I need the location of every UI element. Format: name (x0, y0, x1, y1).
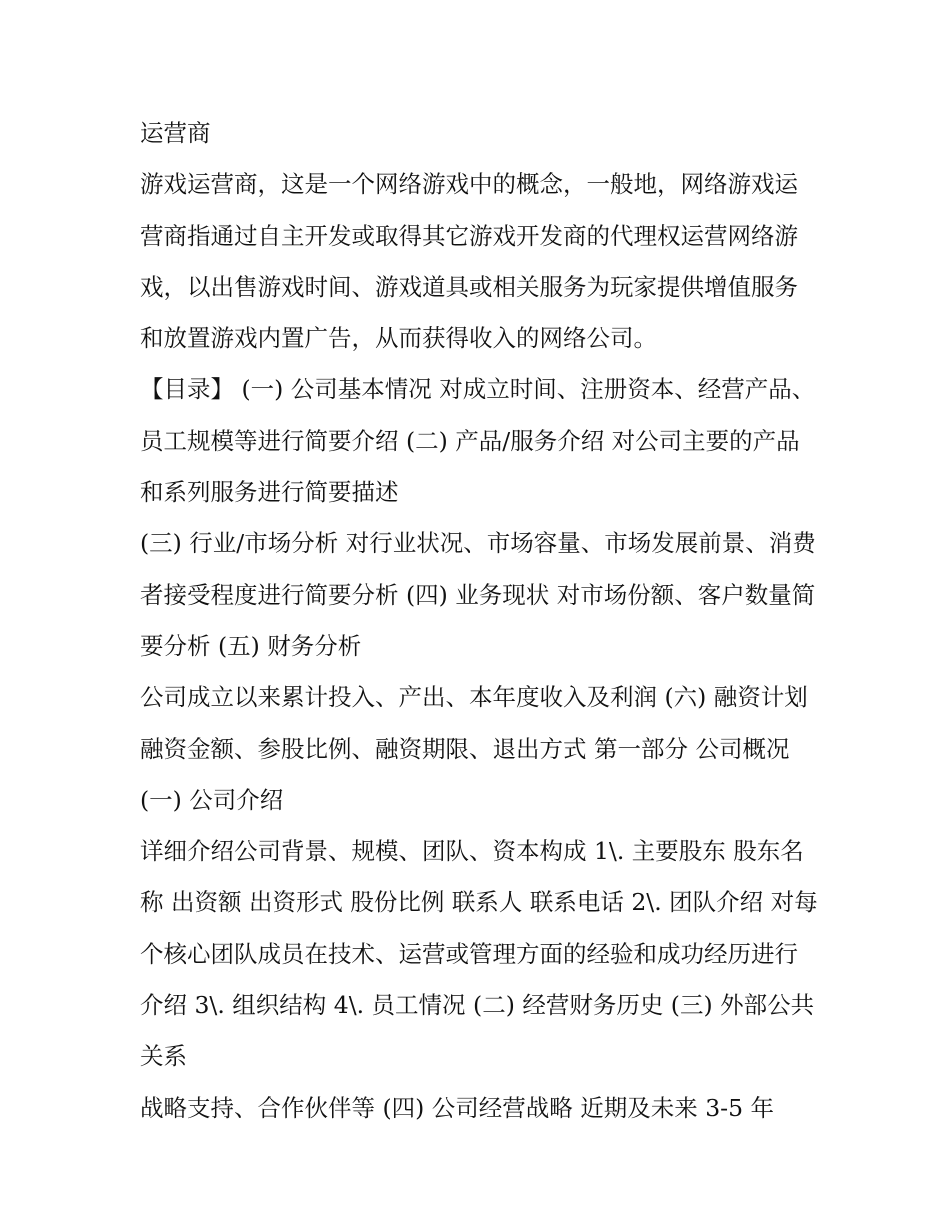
heading-operator: 运营商 (140, 119, 211, 147)
paragraph-contents-2: (三) 行业/市场分析 对行业状况、市场容量、市场发展前景、消费者接受程度进行简要分析 (四) 业务现状 对市场份额、客户数量简要分析 (五) 财务分析 (140, 529, 816, 660)
paragraph-contents-1: 【目录】 (一) 公司基本情况 对成立时间、注册资本、经营产品、员工规模等进行简要介绍 (二) 产品/服务介绍 对公司主要的产品和系列服务进行简要描述 (140, 375, 816, 507)
paragraph-company-intro: 详细介绍公司背景、规模、团队、资本构成 1\. 主要股东 股东名称 出资额 出资形式 股份比例 联系人 联系电话 2\. 团队介绍 对每个核心团队成员在技术、运营或管理方面的经验和成功经历进行介绍 3\. 组织结构 4\. 员工情况 (二) 经营财务历史 (三) 外部公共关系 (140, 837, 818, 1071)
paragraph-strategy: 战略支持、合作伙伴等 (四) 公司经营战略 近期及未来 3-5 年 (140, 1093, 775, 1122)
paragraph-definition: 游戏运营商，这是一个网络游戏中的概念，一般地，网络游戏运营商指通过自主开发或取得其它游戏开发商的代理权运营网络游戏，以出售游戏时间、游戏道具或相关服务为玩家提供增值服务和放置游戏内置广告，从而获得收入的网络公司。 (140, 170, 798, 353)
document-page (140, 108, 820, 1134)
paragraph-contents-3: 公司成立以来累计投入、产出、本年度收入及利润 (六) 融资计划 融资金额、参股比例、融资期限、退出方式 第一部分 公司概况 (一) 公司介绍 (140, 683, 808, 814)
